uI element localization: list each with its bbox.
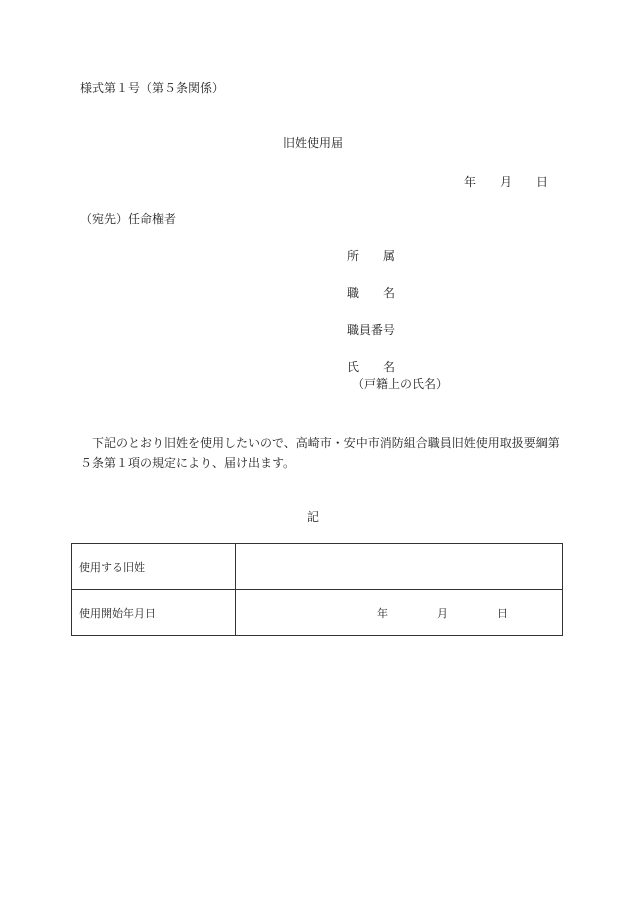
start-date-day-label: 日 <box>497 606 508 620</box>
date-year-label: 年 <box>464 175 477 189</box>
date-day-label: 日 <box>536 175 549 189</box>
employee-number-label: 職員番号 <box>347 323 396 337</box>
date-month-label: 月 <box>500 175 513 189</box>
start-date-year-label: 年 <box>377 606 388 620</box>
affiliation-label: 所 属 <box>347 249 396 263</box>
start-date-month-label: 月 <box>437 606 448 620</box>
position-label: 職 名 <box>347 286 396 300</box>
start-date-label: 使用開始年月日 <box>72 590 236 636</box>
former-surname-field[interactable] <box>236 544 563 590</box>
document-title: 旧姓使用届 <box>283 136 344 150</box>
table-row <box>72 544 563 590</box>
form-number: 様式第１号（第５条関係） <box>80 81 225 95</box>
former-surname-label: 使用する旧姓 <box>72 544 236 590</box>
name-label: 氏 名 <box>347 360 396 374</box>
ki-heading: 記 <box>307 510 320 524</box>
start-date-field[interactable] <box>236 590 563 636</box>
body-paragraph: 下記のとおり旧姓を使用したいので、高崎市・安中市消防組合職員旧姓使用取扱要綱第５条第１項の規定により、届け出ます。 <box>80 436 560 470</box>
details-table <box>71 543 563 636</box>
addressee: （宛先）任命権者 <box>80 212 177 226</box>
name-note: （戸籍上の氏名） <box>352 377 449 391</box>
table-row <box>72 590 563 636</box>
submission-date <box>464 176 548 188</box>
